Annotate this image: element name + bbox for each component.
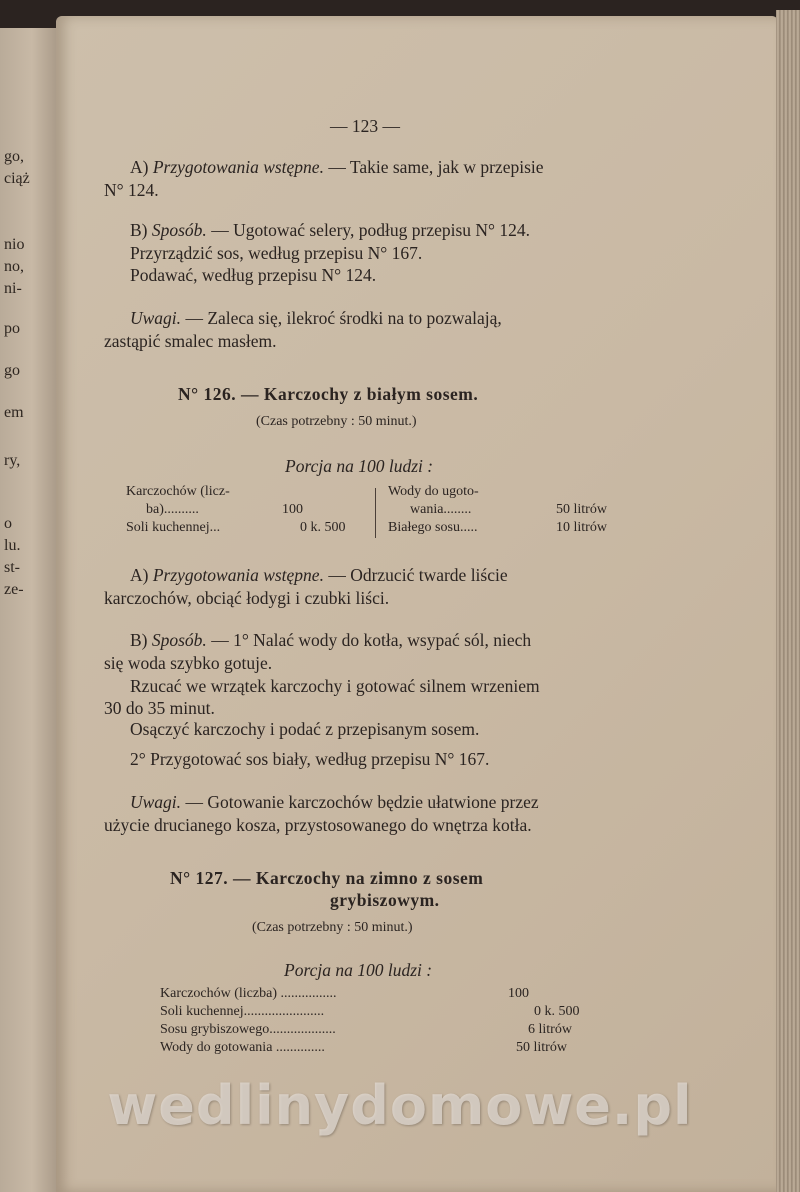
recipe126-left-row-3-value: 0 k. 500 [300,520,346,535]
left-page-fragment: go, [4,148,24,165]
recipe126-heading: N° 126. — Karczochy z białym sosem. [178,384,479,404]
intro-b-line [130,220,530,241]
recipe127-row-1-name: Karczochów (liczba) ................ [160,986,337,1001]
recipe127-row-4-name: Wody do gotowania .............. [160,1040,325,1055]
left-page-fragment: ciąż [4,170,30,187]
recipe127-row-3-value: 6 litrów [528,1022,572,1037]
watermark: wedlinydomowe.pl [107,1074,693,1137]
recipe126-right-row-3: Białego sosu..... [388,520,478,535]
left-page-edge [0,28,58,1192]
recipe126-b-line4: 30 do 35 minut. [104,698,215,718]
recipe126-right-row-2-value: 50 litrów [556,502,607,517]
recipe126-a-line2: karczochów, obciąć łodygi i czubki liści. [104,588,390,608]
intro-a-line2: N° 124. [104,180,159,200]
intro-a-line [130,157,544,178]
recipe126-right-row-2: wania........ [410,502,472,517]
recipe126-left-row-2: ba).......... [146,502,199,517]
left-page-fragment: go [4,362,20,379]
intro-b-line3: Podawać, według przepisu N° 124. [130,265,377,285]
recipe126-left-row-1: Karczochów (licz- [126,484,230,499]
recipe126-b-text: — 1° Nalać wody do kotła, wsypać sól, niech [211,630,532,650]
recipe126-left-row-3: Soli kuchennej... [126,520,221,535]
recipe127-heading-line2: grybiszowym. [330,890,440,910]
recipe127-portion: Porcja na 100 ludzi : [284,960,433,980]
left-page-fragment: ze- [4,581,24,598]
recipe127-row-2-name: Soli kuchennej....................... [160,1004,325,1019]
recipe126-b-title: Sposób. [151,630,207,650]
recipe127-row-2-value: 0 k. 500 [534,1004,580,1019]
recipe126-b-line5: Osączyć karczochy i podać z przepisanym sosem. [130,719,480,739]
left-page-fragment: ry, [4,452,21,469]
recipe126-b-line6: 2° Przygotować sos biały, według przepisu N° 167. [130,749,490,769]
recipe126-right-row-3-value: 10 litrów [556,520,607,535]
left-page-fragment: o [4,515,12,532]
recipe126-left-row-2-value: 100 [282,502,303,517]
intro-a-label: A) [130,157,149,177]
recipe126-uwagi-line [130,792,539,813]
recipe126-a-text: — Odrzucić twarde liście [328,565,508,585]
recipe127-time: (Czas potrzebny : 50 minut.) [252,920,413,935]
recipe127-row-4-value: 50 litrów [516,1040,567,1055]
recipe127-row-3-name: Sosu grybiszowego................... [160,1022,336,1037]
table-divider [375,488,376,538]
intro-uwagi-title: Uwagi. [130,308,182,328]
recipe126-a-label: A) [130,565,149,585]
intro-b-text: — Ugotować selery, podług przepisu N° 124. [211,220,531,240]
intro-a-text: — Takie same, jak w przepisie [328,157,544,177]
left-page-fragment: ni- [4,280,22,297]
intro-b-line2: Przyrządzić sos, według przepisu N° 167. [130,243,423,263]
left-page-fragment: po [4,320,20,337]
recipe126-portion: Porcja na 100 ludzi : [285,456,434,476]
page-number: — 123 — [330,116,400,136]
intro-uwagi-line2: zastąpić smalec masłem. [104,331,277,351]
recipe126-b-line [130,630,531,651]
page-stack-edge [776,10,800,1192]
left-page-fragment: lu. [4,537,21,554]
intro-b-title: Sposób. [151,220,207,240]
recipe126-b-line2: się woda szybko gotuje. [104,653,273,673]
intro-uwagi-line [130,308,502,329]
recipe126-uwagi-line2: użycie drucianego kosza, przystosowanego do wnętrza kotła. [104,815,532,835]
recipe126-uwagi-text: — Gotowanie karczochów będzie ułatwione przez [185,792,539,812]
recipe127-row-1-value: 100 [508,986,529,1001]
recipe126-uwagi-title: Uwagi. [130,792,182,812]
intro-uwagi-text: — Zaleca się, ilekroć środki na to pozwalają, [185,308,502,328]
recipe126-a-line [130,565,508,586]
recipe126-time: (Czas potrzebny : 50 minut.) [256,414,417,429]
left-page-fragment: no, [4,258,24,275]
left-page-fragment: em [4,404,24,421]
intro-b-label: B) [130,220,148,240]
recipe126-right-row-1: Wody do ugoto- [388,484,479,499]
recipe126-b-label: B) [130,630,148,650]
intro-a-title: Przygotowania wstępne. [152,157,324,177]
left-page-fragment: st- [4,559,20,576]
recipe127-heading: N° 127. — Karczochy na zimno z sosem [170,868,484,888]
recipe126-a-title: Przygotowania wstępne. [152,565,324,585]
recipe126-b-line3: Rzucać we wrzątek karczochy i gotować silnem wrzeniem [130,676,540,696]
left-page-fragment: nio [4,236,25,253]
